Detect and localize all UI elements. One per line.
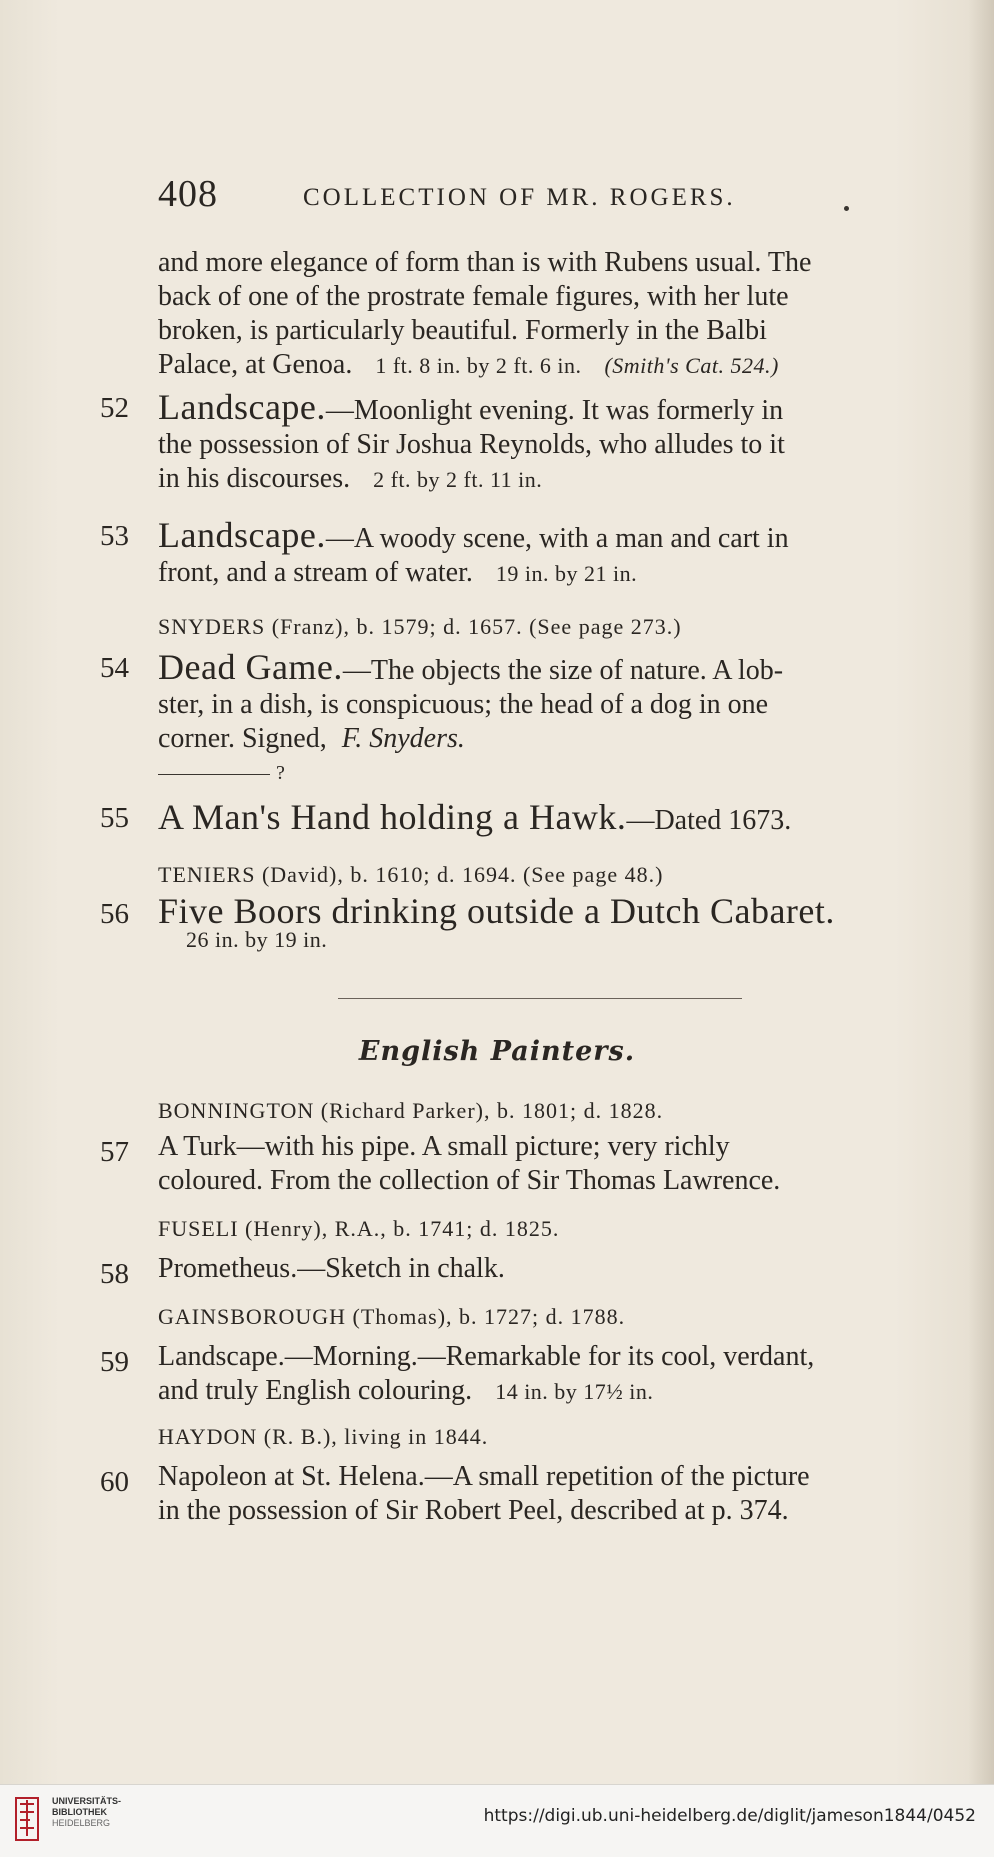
artist-teniers: TENIERS (David), b. 1610; d. 1694. (See page 48.) <box>158 862 664 887</box>
entry-title: Landscape. <box>158 515 326 555</box>
text-line <box>158 722 918 756</box>
text-fragment: front, and a stream of water. <box>158 557 473 588</box>
text-fragment: and truly English colouring. <box>158 1375 473 1406</box>
entry-number: 55 <box>100 802 129 834</box>
artist-bonnington: BONNINGTON (Richard Parker), b. 1801; d. 1828. <box>158 1098 664 1123</box>
text-line <box>158 556 918 591</box>
entry-57 <box>158 1130 918 1198</box>
dimensions: 19 in. by 21 in. <box>495 561 638 586</box>
unknown-mark: ? <box>276 762 285 784</box>
entry-number: 57 <box>100 1136 129 1168</box>
artist-haydon: HAYDON (R. B.), living in 1844. <box>158 1424 489 1449</box>
library-name-line: BIBLIOTHEK <box>52 1807 107 1817</box>
text-line: back of one of the prostrate female figures, with her lute <box>158 281 789 312</box>
entry-number: 53 <box>100 520 129 552</box>
library-name <box>52 1796 121 1829</box>
text-line: A Turk—with his pipe. A small picture; very richly <box>158 1131 730 1162</box>
entry-number: 58 <box>100 1258 129 1290</box>
entry-title: Five Boors drinking outside a Dutch Cabaret. <box>158 891 835 931</box>
signature: F. Snyders. <box>341 723 465 754</box>
text-line: Landscape.—Morning.—Remarkable for its cool, verdant, <box>158 1341 815 1372</box>
speck <box>844 206 849 211</box>
entry-title: A Man's Hand holding a Hawk. <box>158 797 627 837</box>
entry-58 <box>158 1252 918 1286</box>
entry-number: 60 <box>100 1466 129 1498</box>
text-fragment: Palace, at Genoa. <box>158 349 353 380</box>
text-fragment: —The objects the size of nature. A lob- <box>342 655 784 686</box>
page-edge-shadow <box>968 0 994 1784</box>
entry-60 <box>158 1460 918 1528</box>
library-name-line: HEIDELBERG <box>52 1818 111 1828</box>
section-rule <box>338 998 742 999</box>
text-line: Napoleon at St. Helena.—A small repetition of the picture <box>158 1461 810 1492</box>
text-fragment: in his discourses. <box>158 463 351 494</box>
entry-title: Landscape. <box>158 387 326 427</box>
text-line <box>158 515 918 556</box>
page-number: 408 <box>158 173 218 215</box>
artist-fuseli: FUSELI (Henry), R.A., b. 1741; d. 1825. <box>158 1216 560 1241</box>
artist-gainsborough: GAINSBOROUGH (Thomas), b. 1727; d. 1788. <box>158 1304 626 1329</box>
entry-56 <box>158 891 918 952</box>
text-fragment: corner. Signed, <box>158 723 327 754</box>
entry-title: Dead Game. <box>158 647 343 687</box>
section-heading: English Painters. <box>358 1036 636 1067</box>
text-line <box>158 1374 918 1409</box>
page-header <box>158 172 918 224</box>
catalogue-reference: (Smith's Cat. 524.) <box>604 353 779 378</box>
text-line: ster, in a dish, is conspicuous; the head of a dog in one <box>158 689 769 720</box>
running-title: COLLECTION OF MR. ROGERS. <box>303 184 736 211</box>
dimensions: 1 ft. 8 in. by 2 ft. 6 in. <box>375 353 582 378</box>
dimensions: 14 in. by 17½ in. <box>495 1379 654 1404</box>
library-name-line: UNIVERSITÄTS- <box>52 1796 122 1806</box>
library-logo-icon <box>12 1792 42 1844</box>
text-line <box>158 348 918 383</box>
dimensions: 2 ft. by 2 ft. 11 in. <box>373 467 543 492</box>
text-fragment: —Dated 1673. <box>626 805 792 836</box>
text-line: and more elegance of form than is with Rubens usual. The <box>158 247 812 278</box>
dash-line <box>158 774 270 775</box>
text-line: the possession of Sir Joshua Reynolds, who alludes to it <box>158 429 785 460</box>
text-fragment: —Moonlight evening. It was formerly in <box>325 395 784 426</box>
text-line <box>158 797 918 838</box>
text-line: coloured. From the collection of Sir Thomas Lawrence. <box>158 1165 781 1196</box>
artist-snyders: SNYDERS (Franz), b. 1579; d. 1657. (See page 273.) <box>158 614 682 639</box>
entry-53 <box>158 515 918 591</box>
text-fragment: —A woody scene, with a man and cart in <box>325 523 789 554</box>
entry-number: 52 <box>100 392 129 424</box>
text-line: in the possession of Sir Robert Peel, described at p. 374. <box>158 1495 789 1526</box>
continuation-paragraph <box>158 246 918 383</box>
dimensions: 26 in. by 19 in. <box>186 927 328 952</box>
text-line <box>158 387 918 428</box>
entry-number: 54 <box>100 652 129 684</box>
text-line: Prometheus.—Sketch in chalk. <box>158 1253 505 1284</box>
text-line: broken, is particularly beautiful. Formerly in the Balbi <box>158 315 767 346</box>
permalink-url[interactable]: https://digi.ub.uni-heidelberg.de/diglit/jameson1844/0452 <box>483 1806 976 1826</box>
entry-52 <box>158 387 918 497</box>
entry-54 <box>158 647 918 756</box>
entry-55 <box>158 797 918 838</box>
entry-number: 56 <box>100 898 129 930</box>
text-line <box>158 462 918 497</box>
text-line <box>158 647 918 688</box>
entry-number: 59 <box>100 1346 129 1378</box>
entry-59 <box>158 1340 918 1409</box>
artist-unknown <box>158 762 285 785</box>
